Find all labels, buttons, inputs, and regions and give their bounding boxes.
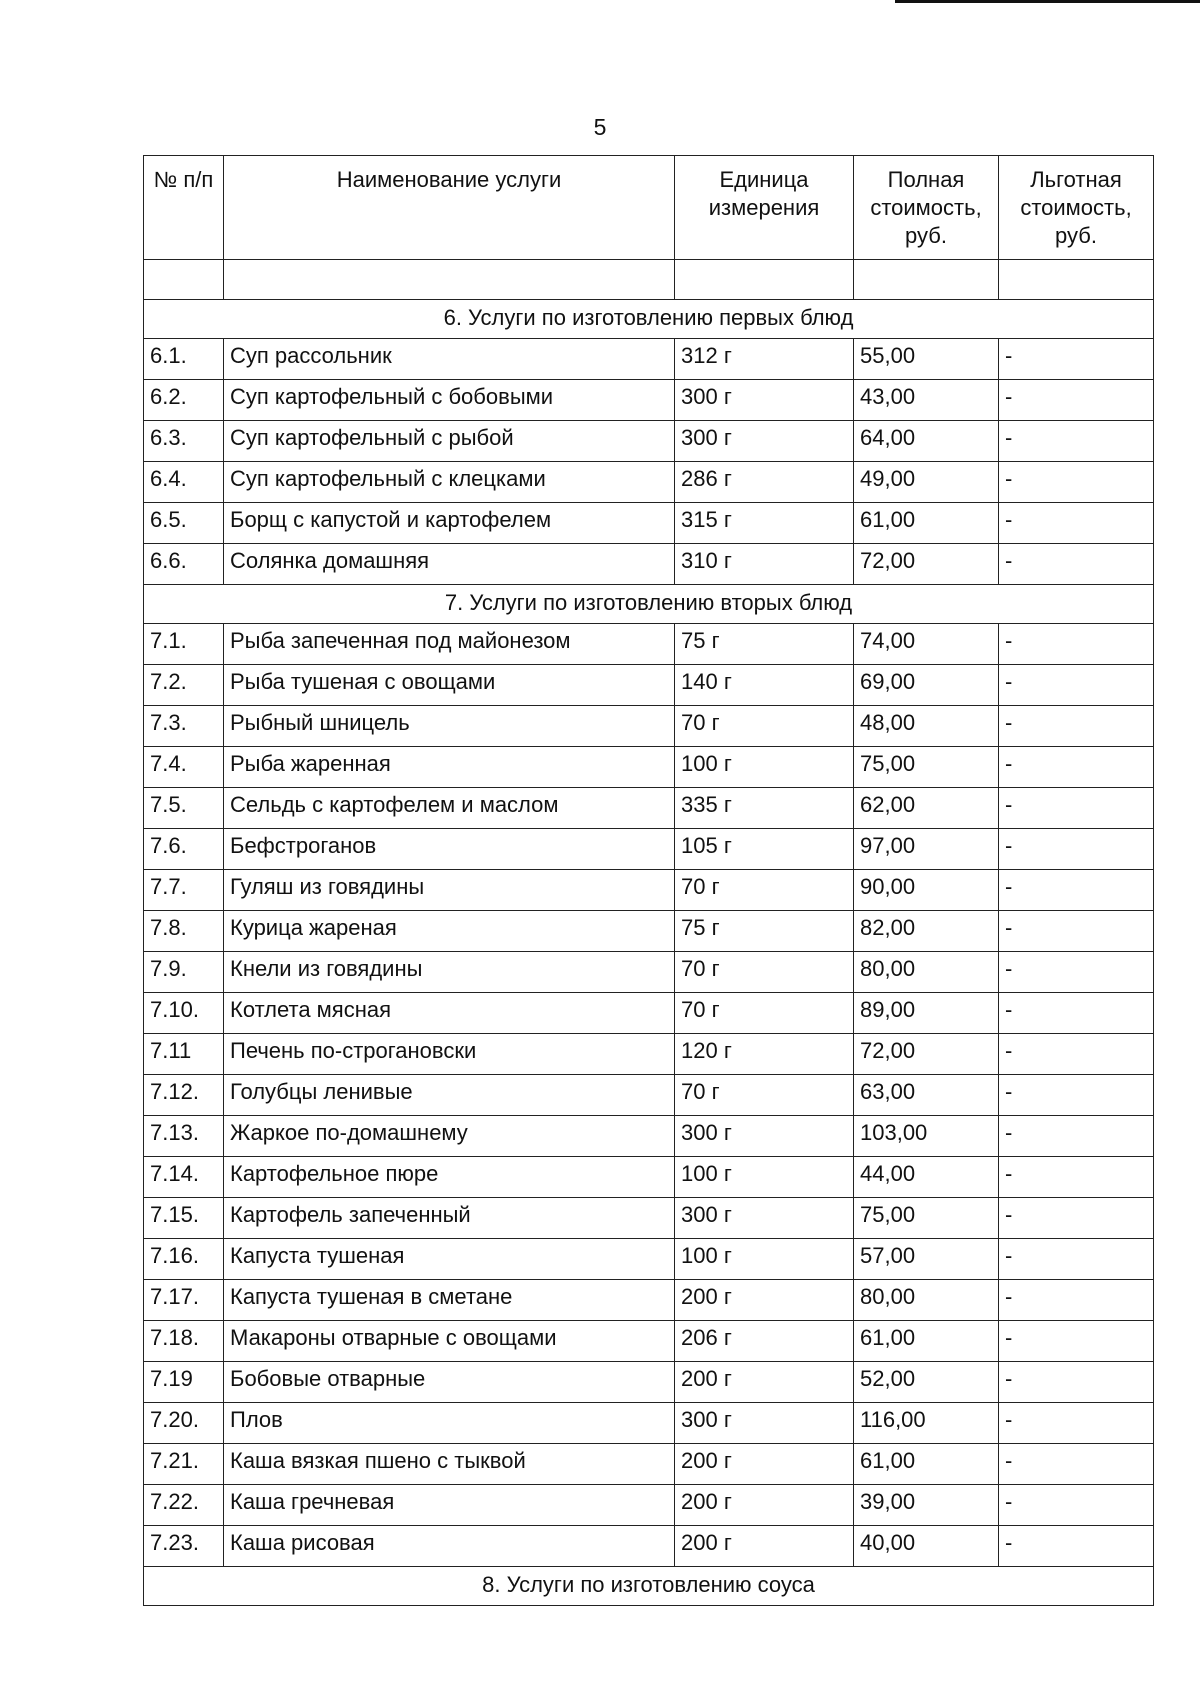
preferential-price-cell: - <box>999 421 1154 462</box>
item-name: Рыба запеченная под майонезом <box>224 624 675 665</box>
item-number: 6.1. <box>144 339 224 380</box>
preferential-price-cell: - <box>999 339 1154 380</box>
unit-cell: 300 г <box>675 1403 854 1444</box>
unit-cell: 200 г <box>675 1362 854 1403</box>
full-price-cell: 39,00 <box>854 1485 999 1526</box>
header-num: № п/п <box>144 156 224 260</box>
table-row <box>144 1403 1154 1444</box>
full-price-cell: 69,00 <box>854 665 999 706</box>
page-number: 5 <box>593 114 607 140</box>
section-title: 7. Услуги по изготовлению вторых блюд <box>144 585 1154 624</box>
preferential-price-cell: - <box>999 1485 1154 1526</box>
table-row <box>144 1362 1154 1403</box>
item-name: Солянка домашняя <box>224 544 675 585</box>
full-price-cell: 43,00 <box>854 380 999 421</box>
preferential-price-cell: - <box>999 952 1154 993</box>
unit-cell: 200 г <box>675 1280 854 1321</box>
table-row <box>144 870 1154 911</box>
preferential-price-cell: - <box>999 544 1154 585</box>
preferential-price-cell: - <box>999 1034 1154 1075</box>
unit-cell: 140 г <box>675 665 854 706</box>
item-name: Каша рисовая <box>224 1526 675 1567</box>
full-price-cell: 80,00 <box>854 952 999 993</box>
preferential-price-cell: - <box>999 624 1154 665</box>
table-row <box>144 1444 1154 1485</box>
item-name: Картофель запеченный <box>224 1198 675 1239</box>
unit-cell: 70 г <box>675 1075 854 1116</box>
item-number: 6.3. <box>144 421 224 462</box>
item-number: 7.10. <box>144 993 224 1034</box>
item-number: 6.5. <box>144 503 224 544</box>
header-name: Наименование услуги <box>224 156 675 260</box>
full-price-cell: 61,00 <box>854 1444 999 1485</box>
full-price-cell: 90,00 <box>854 870 999 911</box>
unit-cell: 315 г <box>675 503 854 544</box>
item-number: 7.16. <box>144 1239 224 1280</box>
section-row <box>144 585 1154 624</box>
item-number: 6.2. <box>144 380 224 421</box>
item-name: Суп картофельный с рыбой <box>224 421 675 462</box>
full-price-cell: 61,00 <box>854 503 999 544</box>
table-row <box>144 1485 1154 1526</box>
item-name: Суп картофельный с клецками <box>224 462 675 503</box>
item-number: 7.23. <box>144 1526 224 1567</box>
table-row <box>144 1526 1154 1567</box>
item-name: Курица жареная <box>224 911 675 952</box>
full-price-cell: 63,00 <box>854 1075 999 1116</box>
unit-cell: 310 г <box>675 544 854 585</box>
unit-cell: 300 г <box>675 380 854 421</box>
preferential-price-cell: - <box>999 1526 1154 1567</box>
item-name: Рыба жаренная <box>224 747 675 788</box>
unit-cell: 100 г <box>675 1157 854 1198</box>
unit-cell: 70 г <box>675 952 854 993</box>
item-name: Котлета мясная <box>224 993 675 1034</box>
item-name: Каша вязкая пшено с тыквой <box>224 1444 675 1485</box>
item-number: 6.4. <box>144 462 224 503</box>
table-row <box>144 1198 1154 1239</box>
preferential-price-cell: - <box>999 1075 1154 1116</box>
item-number: 7.2. <box>144 665 224 706</box>
empty-cell <box>144 260 224 300</box>
full-price-cell: 52,00 <box>854 1362 999 1403</box>
table-row <box>144 1116 1154 1157</box>
preferential-price-cell: - <box>999 1403 1154 1444</box>
empty-cell <box>224 260 675 300</box>
item-name: Кнели из говядины <box>224 952 675 993</box>
table-row <box>144 747 1154 788</box>
empty-cell <box>854 260 999 300</box>
section-title: 6. Услуги по изготовлению первых блюд <box>144 300 1154 339</box>
preferential-price-cell: - <box>999 747 1154 788</box>
section-row <box>144 300 1154 339</box>
item-name: Картофельное пюре <box>224 1157 675 1198</box>
unit-cell: 100 г <box>675 1239 854 1280</box>
scan-edge-line <box>895 0 1200 3</box>
preferential-price-cell: - <box>999 1280 1154 1321</box>
preferential-price-cell: - <box>999 1362 1154 1403</box>
item-number: 6.6. <box>144 544 224 585</box>
item-name: Сельдь с картофелем и маслом <box>224 788 675 829</box>
header-preferential-price: Льготная стоимость, руб. <box>999 156 1154 260</box>
item-number: 7.22. <box>144 1485 224 1526</box>
table-row <box>144 1034 1154 1075</box>
preferential-price-cell: - <box>999 993 1154 1034</box>
item-name: Капуста тушеная в сметане <box>224 1280 675 1321</box>
full-price-cell: 82,00 <box>854 911 999 952</box>
table-row <box>144 1280 1154 1321</box>
item-name: Печень по-строгановски <box>224 1034 675 1075</box>
preferential-price-cell: - <box>999 1239 1154 1280</box>
full-price-cell: 44,00 <box>854 1157 999 1198</box>
unit-cell: 75 г <box>675 624 854 665</box>
item-number: 7.21. <box>144 1444 224 1485</box>
full-price-cell: 49,00 <box>854 462 999 503</box>
unit-cell: 312 г <box>675 339 854 380</box>
item-name: Капуста тушеная <box>224 1239 675 1280</box>
preferential-price-cell: - <box>999 706 1154 747</box>
unit-cell: 75 г <box>675 911 854 952</box>
empty-header-row <box>144 260 1154 300</box>
table-row <box>144 380 1154 421</box>
table-row <box>144 911 1154 952</box>
item-number: 7.19 <box>144 1362 224 1403</box>
preferential-price-cell: - <box>999 1321 1154 1362</box>
preferential-price-cell: - <box>999 503 1154 544</box>
unit-cell: 206 г <box>675 1321 854 1362</box>
full-price-cell: 103,00 <box>854 1116 999 1157</box>
table-row <box>144 544 1154 585</box>
unit-cell: 335 г <box>675 788 854 829</box>
table-header-row <box>144 156 1154 260</box>
full-price-cell: 62,00 <box>854 788 999 829</box>
item-number: 7.1. <box>144 624 224 665</box>
preferential-price-cell: - <box>999 665 1154 706</box>
table-row <box>144 1239 1154 1280</box>
full-price-cell: 72,00 <box>854 544 999 585</box>
full-price-cell: 48,00 <box>854 706 999 747</box>
unit-cell: 200 г <box>675 1485 854 1526</box>
item-number: 7.5. <box>144 788 224 829</box>
table-row <box>144 503 1154 544</box>
item-name: Голубцы ленивые <box>224 1075 675 1116</box>
item-number: 7.3. <box>144 706 224 747</box>
unit-cell: 300 г <box>675 421 854 462</box>
table-row <box>144 952 1154 993</box>
table-row <box>144 1157 1154 1198</box>
unit-cell: 286 г <box>675 462 854 503</box>
full-price-cell: 72,00 <box>854 1034 999 1075</box>
unit-cell: 100 г <box>675 747 854 788</box>
full-price-cell: 55,00 <box>854 339 999 380</box>
item-number: 7.11 <box>144 1034 224 1075</box>
item-name: Суп картофельный с бобовыми <box>224 380 675 421</box>
full-price-cell: 57,00 <box>854 1239 999 1280</box>
full-price-cell: 64,00 <box>854 421 999 462</box>
unit-cell: 200 г <box>675 1444 854 1485</box>
table-row <box>144 1075 1154 1116</box>
empty-cell <box>675 260 854 300</box>
preferential-price-cell: - <box>999 788 1154 829</box>
item-name: Бобовые отварные <box>224 1362 675 1403</box>
item-name: Рыбный шницель <box>224 706 675 747</box>
table-row <box>144 829 1154 870</box>
unit-cell: 70 г <box>675 993 854 1034</box>
item-number: 7.7. <box>144 870 224 911</box>
full-price-cell: 97,00 <box>854 829 999 870</box>
unit-cell: 70 г <box>675 706 854 747</box>
item-name: Рыба тушеная с овощами <box>224 665 675 706</box>
item-number: 7.8. <box>144 911 224 952</box>
unit-cell: 70 г <box>675 870 854 911</box>
preferential-price-cell: - <box>999 380 1154 421</box>
item-number: 7.20. <box>144 1403 224 1444</box>
preferential-price-cell: - <box>999 829 1154 870</box>
preferential-price-cell: - <box>999 1444 1154 1485</box>
full-price-cell: 74,00 <box>854 624 999 665</box>
item-name: Каша гречневая <box>224 1485 675 1526</box>
price-table <box>143 155 1154 1606</box>
full-price-cell: 61,00 <box>854 1321 999 1362</box>
item-number: 7.13. <box>144 1116 224 1157</box>
item-number: 7.4. <box>144 747 224 788</box>
unit-cell: 120 г <box>675 1034 854 1075</box>
table-row <box>144 339 1154 380</box>
item-name: Суп рассольник <box>224 339 675 380</box>
table-row <box>144 993 1154 1034</box>
item-number: 7.9. <box>144 952 224 993</box>
item-number: 7.15. <box>144 1198 224 1239</box>
preferential-price-cell: - <box>999 870 1154 911</box>
preferential-price-cell: - <box>999 1198 1154 1239</box>
table-row <box>144 624 1154 665</box>
item-name: Гуляш из говядины <box>224 870 675 911</box>
table-row <box>144 665 1154 706</box>
full-price-cell: 89,00 <box>854 993 999 1034</box>
table-row <box>144 462 1154 503</box>
item-number: 7.17. <box>144 1280 224 1321</box>
unit-cell: 300 г <box>675 1198 854 1239</box>
full-price-cell: 40,00 <box>854 1526 999 1567</box>
unit-cell: 105 г <box>675 829 854 870</box>
item-number: 7.6. <box>144 829 224 870</box>
header-unit: Единица измерения <box>675 156 854 260</box>
item-name: Бефстроганов <box>224 829 675 870</box>
full-price-cell: 75,00 <box>854 747 999 788</box>
full-price-cell: 116,00 <box>854 1403 999 1444</box>
unit-cell: 300 г <box>675 1116 854 1157</box>
preferential-price-cell: - <box>999 1157 1154 1198</box>
table-body <box>144 300 1154 1606</box>
item-number: 7.12. <box>144 1075 224 1116</box>
item-name: Жаркое по-домашнему <box>224 1116 675 1157</box>
full-price-cell: 80,00 <box>854 1280 999 1321</box>
item-number: 7.18. <box>144 1321 224 1362</box>
unit-cell: 200 г <box>675 1526 854 1567</box>
preferential-price-cell: - <box>999 911 1154 952</box>
empty-cell <box>999 260 1154 300</box>
item-name: Борщ с капустой и картофелем <box>224 503 675 544</box>
table-row <box>144 706 1154 747</box>
section-row <box>144 1567 1154 1606</box>
full-price-cell: 75,00 <box>854 1198 999 1239</box>
table-row <box>144 1321 1154 1362</box>
preferential-price-cell: - <box>999 1116 1154 1157</box>
table-row <box>144 421 1154 462</box>
header-full-price: Полная стоимость, руб. <box>854 156 999 260</box>
section-title: 8. Услуги по изготовлению соуса <box>144 1567 1154 1606</box>
preferential-price-cell: - <box>999 462 1154 503</box>
item-number: 7.14. <box>144 1157 224 1198</box>
item-name: Плов <box>224 1403 675 1444</box>
item-name: Макароны отварные с овощами <box>224 1321 675 1362</box>
table-row <box>144 788 1154 829</box>
